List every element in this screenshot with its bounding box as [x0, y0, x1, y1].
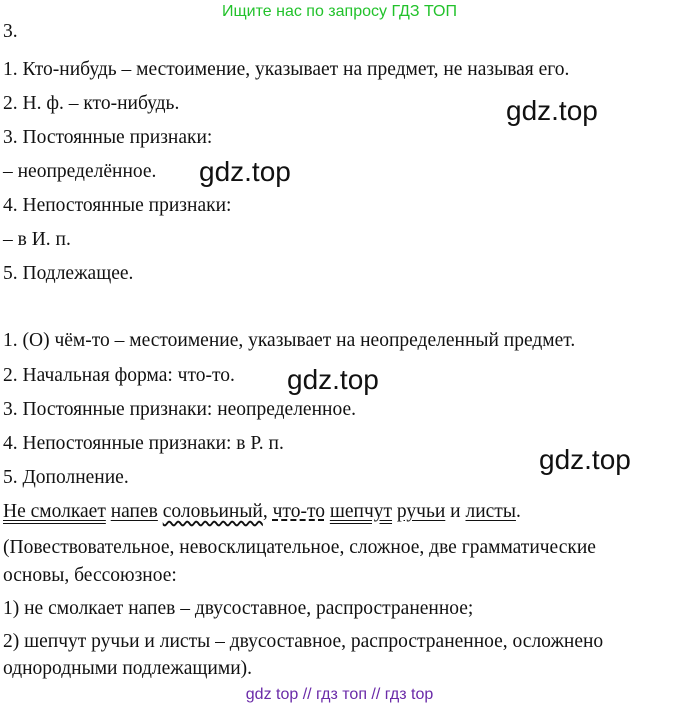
analysis-line: (Повествовательное, невосклицательное, сложное, две грамматические [3, 537, 596, 558]
predicate-1: Не смолкает [3, 501, 106, 522]
text-line: – неопределённое. [3, 161, 157, 182]
text-line: 4. Непостоянные признаки: в Р. п. [3, 433, 284, 454]
text-line: 1. Кто-нибудь – местоимение, указывает на предмет, не называя его. [3, 59, 570, 80]
object: что-то [272, 501, 325, 522]
watermark: gdz.top [506, 95, 598, 126]
analysis-line: 2) шепчут ручьи и листы – двусоставное, распространенное, осложнено [3, 631, 604, 652]
text-line: 4. Непостоянные признаки: [3, 195, 232, 216]
attribute: соловьиный [162, 501, 263, 522]
watermark: gdz.top [539, 444, 631, 475]
subject-2: ручьи [396, 501, 446, 522]
watermark: gdz.top [199, 156, 291, 187]
text-line: 5. Дополнение. [3, 467, 129, 488]
conjunction: и [450, 501, 461, 522]
predicate-2: шепчут [329, 501, 393, 522]
subject-3: листы [465, 501, 516, 522]
subject-1: напев [110, 501, 158, 522]
text-line: 3. Постоянные признаки: неопределенное. [3, 399, 356, 420]
text-line: 2. Н. ф. – кто-нибудь. [3, 93, 180, 114]
header-banner: Ищите нас по запросу ГДЗ ТОП [222, 3, 457, 20]
footer-banner: gdz top // гдз топ // гдз top [245, 686, 434, 703]
text-line: 3. Постоянные признаки: [3, 127, 213, 148]
text-line: 1. (О) чём-то – местоимение, указывает на неопределенный предмет. [3, 330, 576, 351]
text-line: – в И. п. [3, 229, 71, 250]
analysis-line: основы, бессоюзное: [3, 565, 177, 586]
watermark: gdz.top [287, 364, 379, 395]
text-line: 2. Начальная форма: что-то. [3, 365, 235, 386]
task-number: 3. [3, 21, 18, 42]
parsed-sentence: Не смолкает напев соловьиный, что-то шепчут ручьи и листы. [3, 501, 521, 522]
analysis-line: 1) не смолкает напев – двусоставное, распространенное; [3, 598, 474, 619]
text-line: 5. Подлежащее. [3, 263, 134, 284]
analysis-line: однородными подлежащими). [3, 658, 252, 679]
